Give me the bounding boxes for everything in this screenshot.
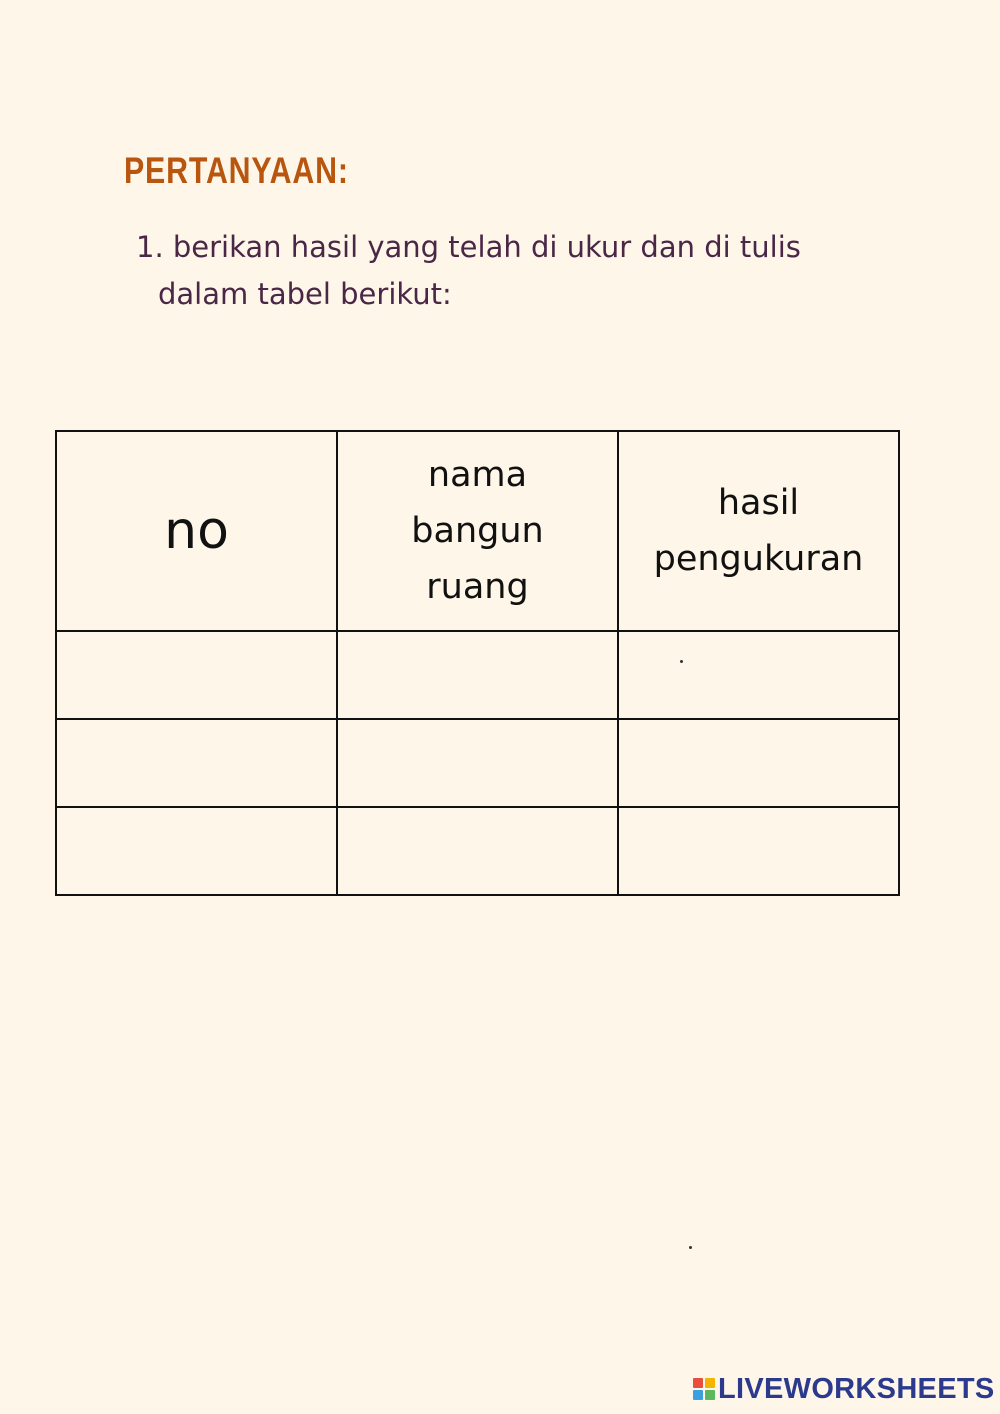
logo-square bbox=[705, 1378, 715, 1388]
watermark-text: LIVEWORKSHEETS bbox=[718, 1372, 995, 1405]
answer-cell-result[interactable] bbox=[618, 807, 899, 895]
answer-cell-shape-name[interactable] bbox=[337, 719, 618, 807]
header-measurement-result bbox=[618, 431, 899, 631]
logo-square bbox=[693, 1378, 703, 1388]
table-row bbox=[56, 631, 899, 719]
answer-cell-no[interactable] bbox=[56, 631, 337, 719]
table-row bbox=[56, 719, 899, 807]
answer-cell-shape-name[interactable] bbox=[337, 631, 618, 719]
header-shape-name-line: ruang bbox=[426, 567, 529, 607]
header-result-line: pengukuran bbox=[653, 539, 864, 579]
page-heading: PERTANYAAN: bbox=[124, 150, 349, 191]
liveworksheets-watermark bbox=[693, 1374, 995, 1404]
question-text bbox=[136, 224, 801, 318]
question-line-1: 1. berikan hasil yang telah di ukur dan di tulis bbox=[136, 230, 801, 264]
table-header-row bbox=[56, 431, 899, 631]
question-line-2: dalam tabel berikut: bbox=[158, 277, 452, 311]
logo-square bbox=[693, 1390, 703, 1400]
stray-dot bbox=[680, 660, 683, 663]
header-shape-name-line: nama bbox=[427, 455, 528, 495]
answer-cell-result[interactable] bbox=[618, 631, 899, 719]
table-row bbox=[56, 807, 899, 895]
stray-dot bbox=[689, 1246, 692, 1249]
logo-square bbox=[705, 1390, 715, 1400]
answer-cell-result[interactable] bbox=[618, 719, 899, 807]
header-no: no bbox=[56, 431, 337, 631]
answer-table bbox=[55, 430, 900, 896]
header-shape-name bbox=[337, 431, 618, 631]
answer-cell-shape-name[interactable] bbox=[337, 807, 618, 895]
answer-cell-no[interactable] bbox=[56, 719, 337, 807]
answer-cell-no[interactable] bbox=[56, 807, 337, 895]
header-result-line: hasil bbox=[717, 483, 800, 523]
header-shape-name-line: bangun bbox=[411, 511, 544, 551]
liveworksheets-logo-icon bbox=[693, 1378, 715, 1400]
